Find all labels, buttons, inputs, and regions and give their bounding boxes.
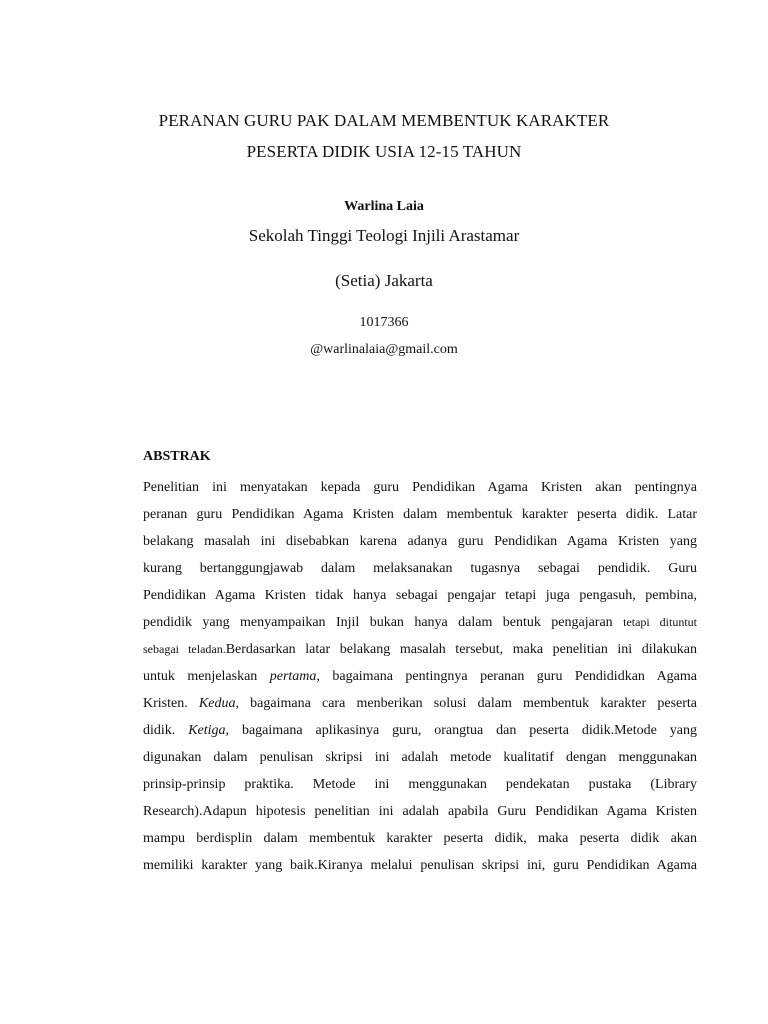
abstract-line <box>143 717 697 744</box>
abstract-line: mampu berdisplin dalam membentuk karakter peserta didik, maka peserta didik akan <box>143 831 697 846</box>
abstract-emphasis: Ketiga <box>188 723 226 738</box>
abstract-text: , bagaimana cara menberikan solusi dalam membentuk karakter peserta <box>235 696 697 711</box>
abstract-line: belakang masalah ini disebabkan karena adanya guru Pendidikan Agama Kristen yang <box>143 534 697 549</box>
author-id: 1017366 <box>359 315 409 330</box>
paper-title-line-2: PESERTA DIDIK USIA 12-15 TAHUN <box>246 142 522 161</box>
abstract-text: pendidik yang menyampaikan Injil bukan hanya dalam bentuk pengajaran <box>143 615 613 630</box>
abstract-line: digunakan dalam penulisan skripsi ini adalah metode kualitatif dengan menggunakan <box>143 750 697 765</box>
abstract-line: Pendidikan Agama Kristen tidak hanya sebagai pengajar tetapi juga pengasuh, pembina, <box>143 588 697 603</box>
abstract-emphasis: Kedua <box>198 696 236 711</box>
abstract-line <box>143 636 697 663</box>
affiliation-line-1: Sekolah Tinggi Teologi Injili Arastamar <box>248 226 520 245</box>
abstract-text: didik. <box>143 723 176 738</box>
abstract-line: peranan guru Pendidikan Agama Kristen dalam membentuk karakter peserta didik. Latar <box>143 507 697 522</box>
abstract-text-small: tetapi dituntut <box>623 615 697 629</box>
abstract-line <box>143 663 697 690</box>
abstract-text-small: sebagai teladan. <box>143 642 226 656</box>
abstract-line: prinsip-prinsip praktika. Metode ini menggunakan pendekatan pustaka (Library <box>143 777 697 792</box>
abstract-line: Research).Adapun hipotesis penelitian ini adalah apabila Guru Pendidikan Agama Kristen <box>143 804 697 819</box>
abstract-text: bagaimana pentingnya peranan guru Pendididkan Agama <box>332 669 697 684</box>
abstract-text: Kristen. <box>143 696 188 711</box>
abstract-heading: ABSTRAK <box>143 449 211 464</box>
abstract-body <box>143 474 697 879</box>
abstract-text: untuk menjelaskan <box>143 669 258 684</box>
affiliation-line-2: (Setia) Jakarta <box>335 271 433 290</box>
abstract-line <box>143 690 697 717</box>
abstract-line: memiliki karakter yang baik.Kiranya melalui penulisan skripsi ini, guru Pendidikan Agama <box>143 858 697 873</box>
author-name: Warlina Laia <box>344 199 424 214</box>
abstract-line: kurang bertanggungjawab dalam melaksanakan tugasnya sebagai pendidik. Guru <box>143 561 697 576</box>
paper-title-line-1: PERANAN GURU PAK DALAM MEMBENTUK KARAKTER <box>158 111 610 130</box>
abstract-line: Penelitian ini menyatakan kepada guru Pendidikan Agama Kristen akan pentingnya <box>143 480 697 495</box>
abstract-emphasis: pertama, <box>269 669 320 684</box>
abstract-line <box>143 609 697 636</box>
author-email: @warlinalaia@gmail.com <box>310 342 458 357</box>
abstract-text: , bagaimana aplikasinya guru, orangtua dan peserta didik.Metode yang <box>225 723 697 738</box>
abstract-text: Berdasarkan latar belakang masalah tersebut, maka penelitian ini dilakukan <box>225 642 697 657</box>
